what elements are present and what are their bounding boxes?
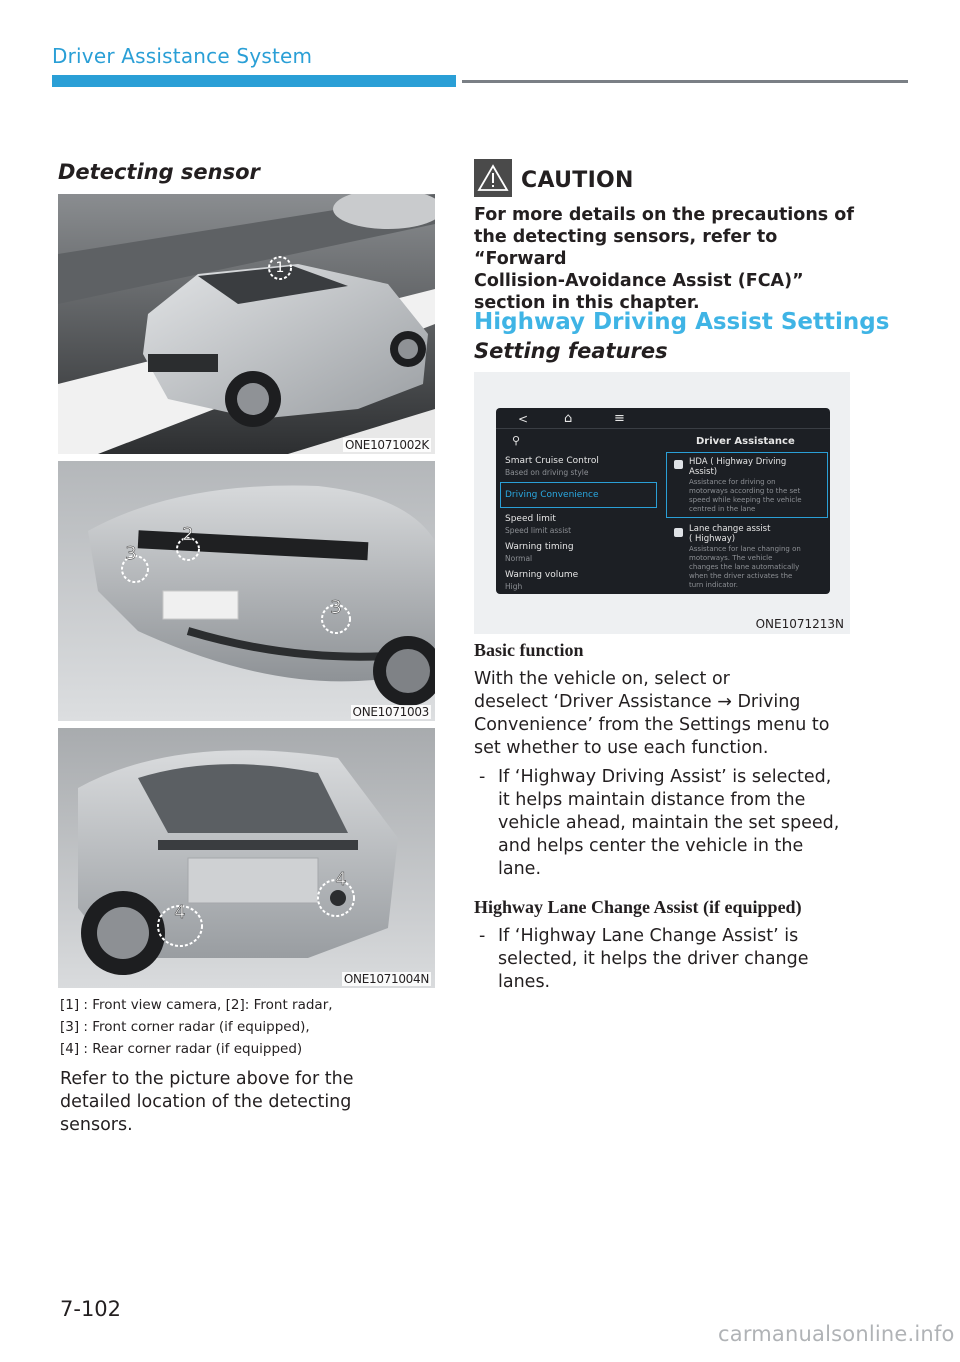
menu-item-warning-volume[interactable]: Warning volume [505,570,579,580]
section-header-title: Driver Assistance System [52,44,313,68]
menu-item-sub: Speed limit assist [505,526,572,535]
marker-4b: 4 [335,869,347,890]
body-line: set whether to use each function. [474,738,769,758]
body-line: Refer to the picture above for the [60,1069,354,1089]
caution-line: For more details on the precautions of [474,205,854,225]
bullet-line: vehicle ahead, maintain the set speed, [498,813,840,833]
bullet-dash: - [479,926,486,946]
home-icon[interactable]: ⌂ [564,411,573,426]
body-line: detailed location of the detecting [60,1092,352,1112]
caution-line: Collision-Avoidance Assist (FCA)” [474,271,804,291]
option-desc: motorways according to the set [689,487,801,495]
bullet-line: selected, it helps the driver change [498,949,809,969]
image-code: ONE1071003 [352,705,429,719]
infotainment-screen [496,408,830,594]
screen-divider [496,428,830,429]
legend-line: [3] : Front corner radar (if equipped), [60,1019,310,1035]
warning-icon [474,159,512,197]
option-desc: speed while keeping the vehicle [689,496,802,504]
marker-2: 2 [182,524,194,545]
body-line: deselect ‘Driver Assistance → Driving [474,692,801,712]
settings-screen-figure [474,372,850,634]
page-number: 7-102 [60,1297,122,1321]
lane-change-heading: Highway Lane Change Assist (if equipped) [474,897,802,917]
caution-text [474,204,854,314]
bullet-line: lanes. [498,972,551,992]
option-desc: turn indicator. [689,581,738,589]
body-line: Convenience’ from the Settings menu to [474,715,830,735]
menu-icon[interactable]: ≡ [614,411,625,426]
checkbox-lane-change[interactable] [674,528,683,537]
front-camera-photo [58,194,435,454]
option-label: ( Highway) [689,534,736,544]
setting-features-subtitle: Setting features [474,339,668,363]
legend-line: [4] : Rear corner radar (if equipped) [60,1041,303,1057]
bullet-line: and helps center the vehicle in the [498,836,804,856]
menu-item-sub: Based on driving style [505,468,589,477]
footer-watermark: carmanualsonline.info [718,1322,955,1346]
header-accent-bar [52,75,456,87]
screen-title: Driver Assistance [696,436,795,447]
marker-4a: 4 [174,902,186,923]
rear-radar-photo [58,728,435,988]
hda-settings-title: Highway Driving Assist Settings [474,309,890,335]
image-code: ONE1071002K [344,438,429,452]
caution-line: the detecting sensors, refer to “Forward [474,227,778,269]
search-icon[interactable]: ⚲ [512,434,521,447]
option-desc: changes the lane automatically [689,563,800,571]
menu-item-sub: High [505,582,523,591]
bullet-line: lane. [498,859,542,879]
legend-line: [1] : Front view camera, [2]: Front radar, [60,997,333,1013]
bullet-dash: - [479,767,486,787]
menu-item-speed-limit[interactable]: Speed limit [505,514,556,524]
caution-title: CAUTION [521,168,634,193]
body-line: With the vehicle on, select or [474,669,730,689]
header-rule [462,80,908,83]
menu-item-scc[interactable]: Smart Cruise Control [505,456,599,466]
body-line: sensors. [60,1115,133,1135]
option-desc: centred in the lane [689,505,756,513]
menu-item-sub: Normal [505,554,533,563]
bullet-line: If ‘Highway Lane Change Assist’ is [498,926,799,946]
option-desc: Assistance for driving on [689,478,776,486]
back-icon[interactable]: < [518,412,529,426]
checkbox-hda[interactable] [674,460,683,469]
marker-1: 1 [275,260,285,276]
option-label: Assist) [689,467,718,477]
caution-line: section in this chapter. [474,293,700,313]
marker-3b: 3 [330,597,342,618]
image-code: ONE1071004N [343,972,429,986]
section-title: Detecting sensor [58,160,260,184]
menu-item-driving-convenience[interactable]: Driving Convenience [505,490,599,500]
option-label: Lane change assist [689,524,771,534]
bullet-line: it helps maintain distance from the [498,790,806,810]
menu-item-warning-timing[interactable]: Warning timing [505,542,574,552]
option-label: HDA ( Highway Driving [689,457,787,467]
bullet-line: If ‘Highway Driving Assist’ is selected, [498,767,832,787]
marker-3a: 3 [125,543,137,564]
image-code: ONE1071213N [755,617,844,631]
front-radar-photo [58,461,435,721]
basic-function-heading: Basic function [474,640,584,660]
option-desc: motorways. The vehicle [689,554,773,562]
option-desc: when the driver activates the [689,572,793,580]
option-desc: Assistance for lane changing on [689,545,801,553]
